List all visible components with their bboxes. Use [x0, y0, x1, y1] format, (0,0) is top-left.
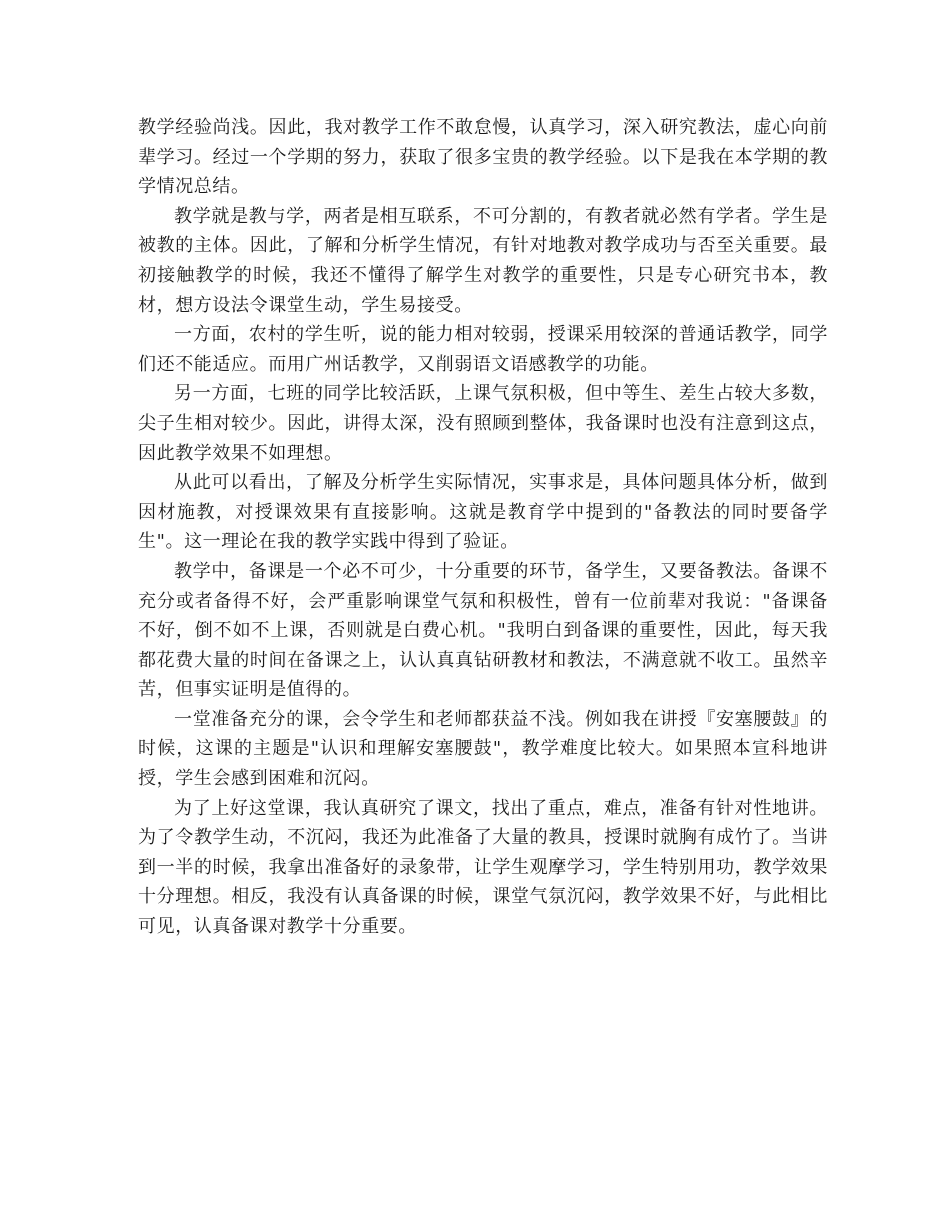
- paragraph: 一堂准备充分的课，会令学生和老师都获益不浅。例如我在讲授『安塞腰鼓』的时候，这课的主题是"认识和理解安塞腰鼓"，教学难度比较大。如果照本宣科地讲授，学生会感到困难和沉闷。: [138, 708, 828, 790]
- paragraph: 为了上好这堂课，我认真研究了课文，找出了重点，难点，准备有针对性地讲。为了令教学生动，不沉闷，我还为此准备了大量的教具，授课时就胸有成竹了。当讲到一半的时候，我拿出准备好的录象带，让学生观摩学习，学生特别用功，教学效果十分理想。相反，我没有认真备课的时候，课堂气氛沉闷，教学效果不好，与此相比可见，认真备课对教学十分重要。: [138, 797, 828, 938]
- document-body: [138, 113, 828, 942]
- paragraph: 教学中，备课是一个必不可少，十分重要的环节，备学生，又要备教法。备课不充分或者备得不好，会严重影响课堂气氛和积极性，曾有一位前辈对我说："备课备不好，倒不如不上课，否则就是白费心机。"我明白到备课的重要性，因此，每天我都花费大量的时间在备课之上，认认真真钻研教材和教法，不满意就不收工。虽然辛苦，但事实证明是值得的。: [138, 560, 828, 701]
- paragraph: 从此可以看出，了解及分析学生实际情况，实事求是，具体问题具体分析，做到因材施教，对授课效果有直接影响。这就是教育学中提到的"备教法的同时要备学生"。这一理论在我的教学实践中得到了验证。: [138, 472, 828, 553]
- paragraph: 另一方面，七班的同学比较活跃，上课气氛积极，但中等生、差生占较大多数，尖子生相对较少。因此，讲得太深，没有照顾到整体，我备课时也没有注意到这点，因此教学效果不如理想。: [138, 383, 828, 464]
- paragraph: 教学就是教与学，两者是相互联系，不可分割的，有教者就必然有学者。学生是被教的主体。因此，了解和分析学生情况，有针对地教对教学成功与否至关重要。最初接触教学的时候，我还不懂得了解学生对教学的重要性，只是专心研究书本，教材，想方设法令课堂生动，学生易接受。: [138, 205, 828, 316]
- paragraph: 一方面，农村的学生听，说的能力相对较弱，授课采用较深的普通话教学，同学们还不能适应。而用广州话教学，又削弱语文语感教学的功能。: [138, 324, 828, 375]
- paragraph: 教学经验尚浅。因此，我对教学工作不敢怠慢，认真学习，深入研究教法，虚心向前辈学习。经过一个学期的努力，获取了很多宝贵的教学经验。以下是我在本学期的教学情况总结。: [138, 117, 828, 198]
